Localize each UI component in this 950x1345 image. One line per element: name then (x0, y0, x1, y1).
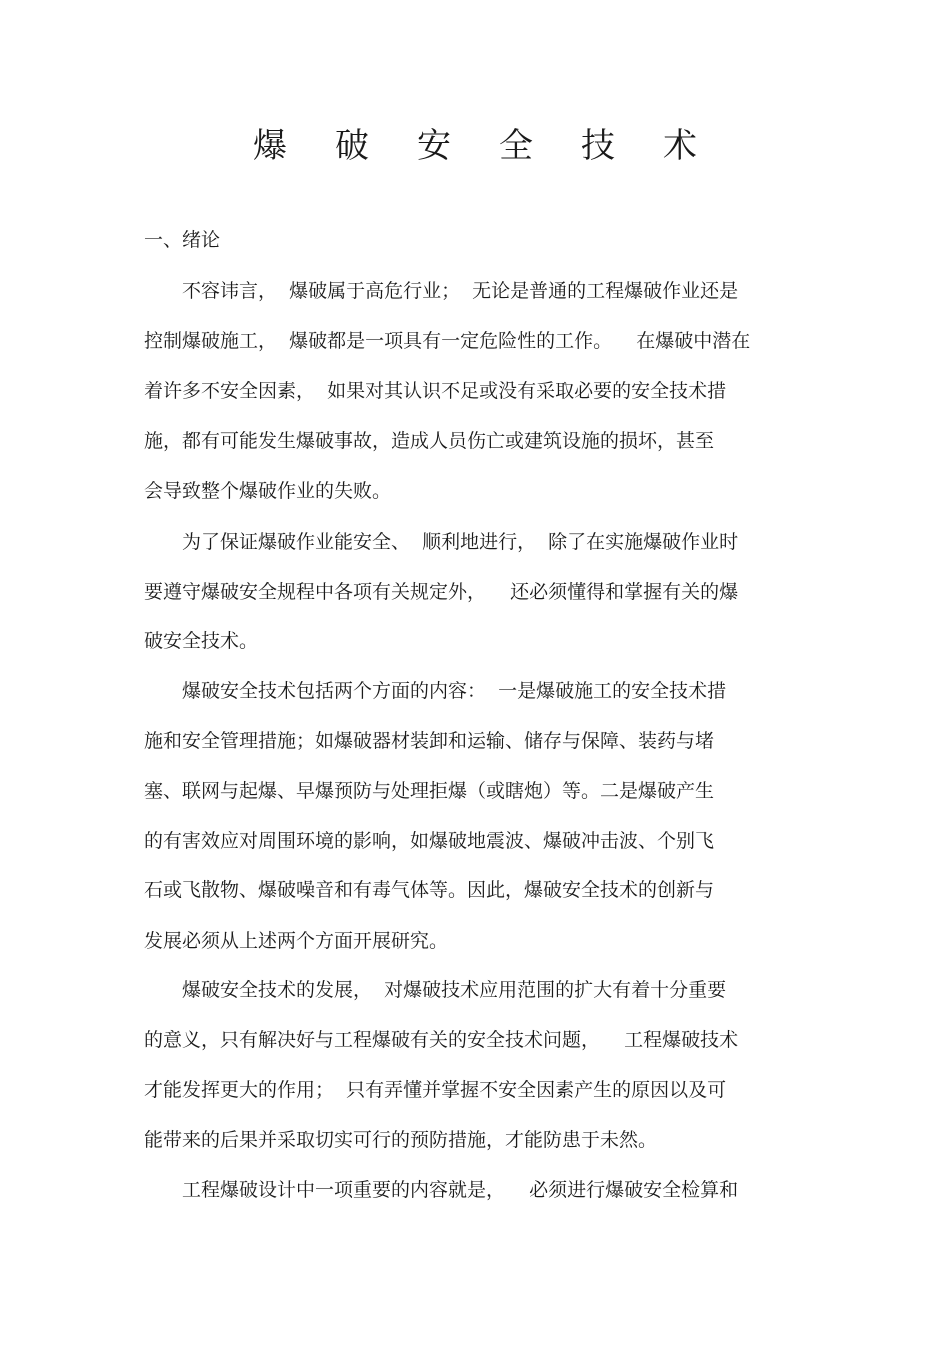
body-line: 不容讳言， 爆破属于高危行业； 无论是普通的工程爆破作业还是 (144, 280, 739, 302)
body-line: 工程爆破设计中一项重要的内容就是， 必须进行爆破安全检算和 (144, 1179, 739, 1201)
body-line: 发展必须从上述两个方面开展研究。 (144, 930, 449, 952)
body-line: 石或飞散物、爆破噪音和有毒气体等。因此，爆破安全技术的创新与 (144, 879, 715, 901)
body-line: 爆破安全技术的发展， 对爆破技术应用范围的扩大有着十分重要 (144, 979, 727, 1001)
body-line: 破安全技术。 (144, 630, 259, 652)
body-line: 会导致整个爆破作业的失败。 (144, 480, 392, 502)
body-line: 的意义，只有解决好与工程爆破有关的安全技术问题， 工程爆破技术 (144, 1029, 739, 1051)
body-line: 为了保证爆破作业能安全、 顺利地进行， 除了在实施爆破作业时 (144, 531, 739, 553)
body-line: 的有害效应对周围环境的影响，如爆破地震波、爆破冲击波、个别飞 (144, 830, 715, 852)
body-line: 着许多不安全因素， 如果对其认识不足或没有采取必要的安全技术措 (144, 380, 727, 402)
body-line: 控制爆破施工， 爆破都是一项具有一定危险性的工作。 在爆破中潜在 (144, 330, 751, 352)
section-heading: 一、绪论 (144, 229, 221, 251)
body-line: 施和安全管理措施；如爆破器材装卸和运输、储存与保障、装药与堵 (144, 730, 715, 752)
body-line: 塞、联网与起爆、早爆预防与处理拒爆（或瞎炮）等。二是爆破产生 (144, 780, 715, 802)
document-title: 爆破安全技术 (253, 126, 745, 166)
body-line: 才能发挥更大的作用； 只有弄懂并掌握不安全因素产生的原因以及可 (144, 1079, 727, 1101)
body-line: 爆破安全技术包括两个方面的内容： 一是爆破施工的安全技术措 (144, 680, 727, 702)
body-line: 施，都有可能发生爆破事故，造成人员伤亡或建筑设施的损坏，甚至 (144, 430, 715, 452)
body-line: 能带来的后果并采取切实可行的预防措施，才能防患于未然。 (144, 1129, 658, 1151)
body-line: 要遵守爆破安全规程中各项有关规定外， 还必须懂得和掌握有关的爆 (144, 581, 739, 603)
